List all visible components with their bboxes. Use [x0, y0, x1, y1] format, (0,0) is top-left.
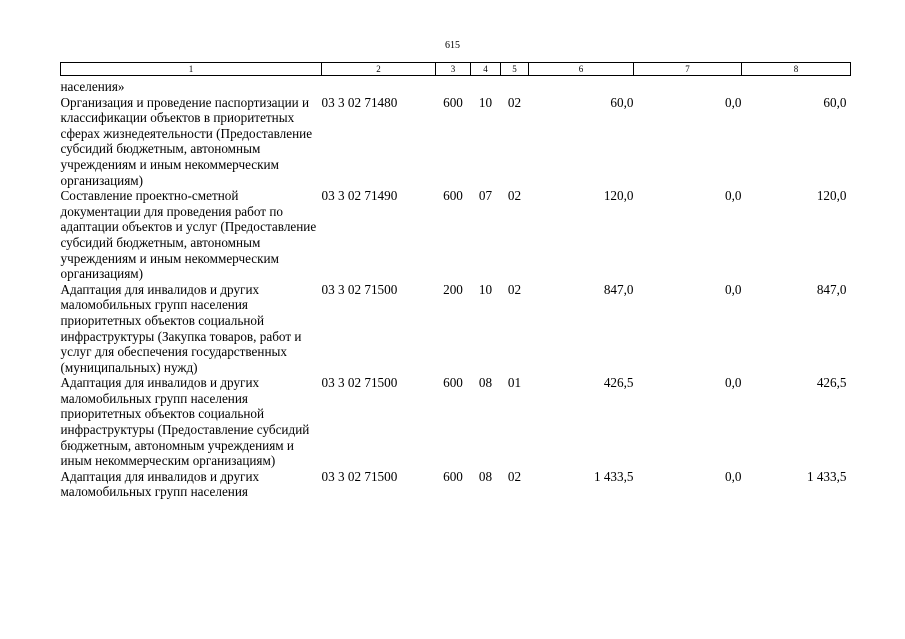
- amount-col8-cell: 847,0: [816, 281, 847, 297]
- section-cell: [471, 76, 501, 95]
- table-row: [61, 375, 851, 469]
- target-article-code-cell: 03 3 02 71490: [321, 188, 398, 204]
- amount-col6-cell: 60,0: [610, 94, 634, 110]
- column-number-header: 7: [634, 63, 742, 76]
- column-number-header: 6: [529, 63, 634, 76]
- expense-type-cell: 600: [443, 375, 463, 391]
- table-row: [61, 188, 851, 282]
- section-cell: 10: [478, 281, 493, 297]
- target-article-code-cell: 03 3 02 71480: [321, 94, 398, 110]
- target-article-code-cell: 03 3 02 71500: [321, 281, 398, 297]
- amount-col7-cell: 0,0: [725, 375, 742, 391]
- row-name-cell: Адаптация для инвалидов и других маломобильных групп населения: [60, 468, 260, 500]
- column-number-header: 3: [436, 63, 471, 76]
- amount-col6-cell: [529, 76, 634, 95]
- target-article-code-cell: [322, 76, 436, 95]
- section-cell: 08: [478, 375, 493, 391]
- amount-col6-cell: 120,0: [603, 188, 634, 204]
- amount-col6-cell: 426,5: [603, 375, 634, 391]
- column-number-header: 1: [61, 63, 322, 76]
- subsection-cell: [501, 76, 529, 95]
- column-number-header-row: [61, 63, 851, 76]
- column-number-header: 8: [742, 63, 851, 76]
- subsection-cell: 01: [507, 375, 522, 391]
- amount-col8-cell: 426,5: [816, 375, 847, 391]
- amount-col6-cell: 847,0: [603, 281, 634, 297]
- subsection-cell: 02: [507, 188, 522, 204]
- section-cell: 07: [478, 188, 493, 204]
- expense-type-cell: 600: [443, 188, 463, 204]
- amount-col8-cell: 60,0: [823, 94, 847, 110]
- section-cell: 08: [478, 468, 493, 484]
- target-article-code-cell: 03 3 02 71500: [321, 468, 398, 484]
- table-row: [61, 95, 851, 189]
- amount-col7-cell: 0,0: [725, 94, 742, 110]
- row-name-cell: Составление проектно-сметной документации для проведения работ по адаптации объектов и услуг (Предоставление субсидий бюджетным, автономным учреждениям и иным некоммерческим организациям): [60, 188, 317, 282]
- table-row: [61, 76, 851, 95]
- row-name-cell: Адаптация для инвалидов и других маломобильных групп населения приоритетных объектов социальной инфраструктуры (Закупка товаров, работ и услуг для обеспечения государственных (муниципальных) нужд): [60, 281, 302, 375]
- column-number-header: 5: [501, 63, 529, 76]
- row-name-cell: населения»: [60, 79, 125, 94]
- subsection-cell: 02: [507, 468, 522, 484]
- subsection-cell: 02: [507, 94, 522, 110]
- page-number: 615: [445, 40, 460, 51]
- target-article-code-cell: 03 3 02 71500: [321, 375, 398, 391]
- column-number-header: 4: [471, 63, 501, 76]
- budget-table: [60, 62, 851, 500]
- amount-col7-cell: [634, 76, 742, 95]
- column-number-header: 2: [322, 63, 436, 76]
- amount-col7-cell: 0,0: [725, 188, 742, 204]
- expense-type-cell: 600: [443, 94, 463, 110]
- amount-col8-cell: 120,0: [816, 188, 847, 204]
- table-row: [61, 469, 851, 500]
- amount-col6-cell: 1 433,5: [593, 468, 634, 484]
- amount-col7-cell: 0,0: [725, 281, 742, 297]
- amount-col8-cell: 1 433,5: [806, 468, 847, 484]
- subsection-cell: 02: [507, 281, 522, 297]
- row-name-cell: Адаптация для инвалидов и других маломобильных групп населения приоритетных объектов социальной инфраструктуры (Предоставление субсидий бюджетным, автономным учреждениям и иным некоммерческим организациям): [60, 375, 310, 469]
- expense-type-cell: [436, 76, 471, 95]
- row-name-cell: Организация и проведение паспортизации и классификации объектов в приоритетных сферах жизнедеятельности (Предоставление субсидий бюджетным, автономным учреждениям и иным некоммерческим организациям): [60, 94, 313, 188]
- section-cell: 10: [478, 94, 493, 110]
- table-row: [61, 282, 851, 376]
- expense-type-cell: 200: [443, 281, 463, 297]
- expense-type-cell: 600: [443, 468, 463, 484]
- amount-col7-cell: 0,0: [725, 468, 742, 484]
- amount-col8-cell: [742, 76, 851, 95]
